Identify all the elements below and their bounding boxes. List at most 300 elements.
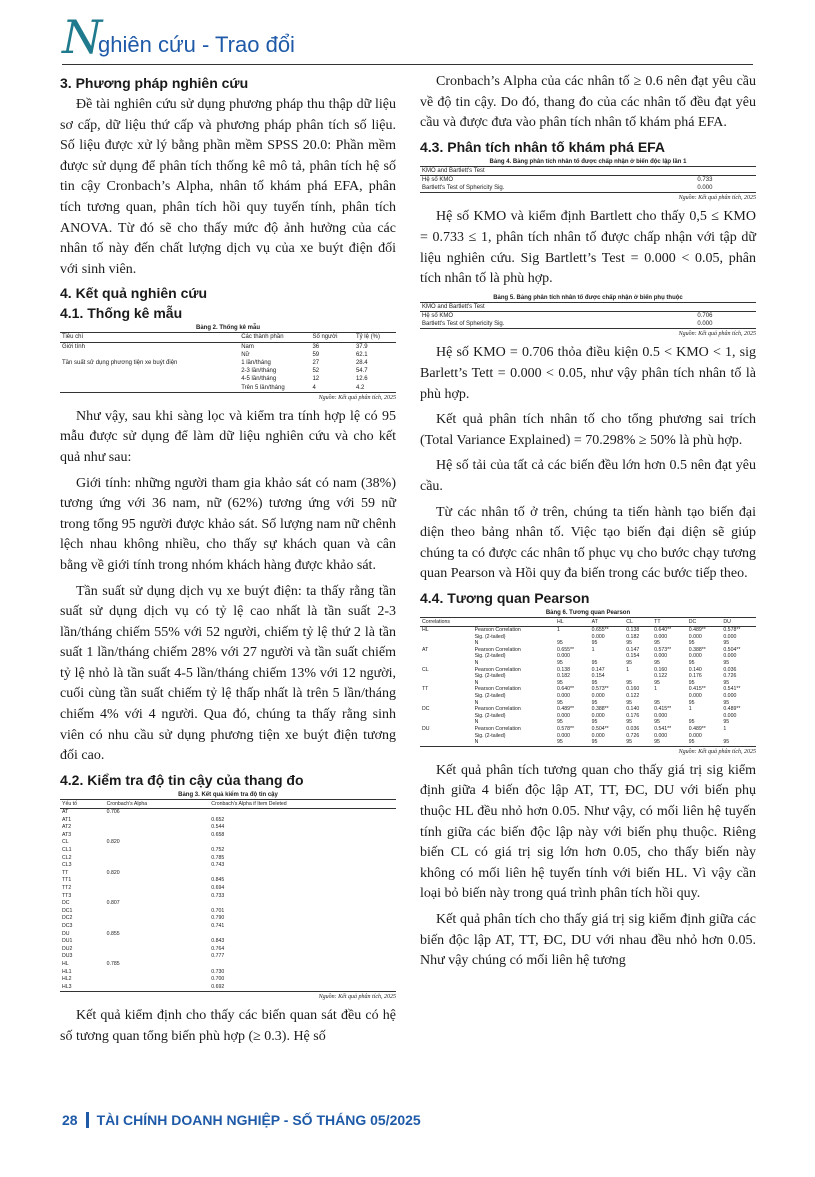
table-header: DU: [721, 617, 756, 626]
table-cell: 0.415**: [688, 686, 706, 693]
paragraph: Kết quả kiểm định cho thấy các biến quan sát đều có hệ số tương quan tổng biến phù hợp (≥ 0.3). Hệ số: [60, 1008, 396, 1044]
table-5-source: Nguồn: Kết quả phân tích, 2025: [678, 331, 756, 338]
table-cell: 95: [624, 739, 652, 746]
table-cell: 95: [688, 640, 695, 647]
table-cell: 1: [654, 686, 658, 693]
table-row: [60, 961, 396, 969]
table-cell: 95: [654, 719, 660, 726]
table-3-source: Nguồn: Kết quả phân tích, 2025: [318, 994, 396, 1001]
table-cell: [590, 653, 625, 660]
table-cell: HL: [62, 960, 69, 967]
table-cell: 95: [591, 679, 598, 686]
table-cell: 0.845: [211, 877, 225, 884]
table-cell: 28.4: [355, 359, 368, 366]
table-header: CL: [624, 617, 652, 626]
table-cell: 0.000: [695, 184, 756, 193]
table-row: [420, 713, 756, 720]
table-header: DC: [687, 617, 722, 626]
table-row: [60, 870, 396, 878]
table-cell: N: [473, 739, 555, 746]
table-header: HL: [555, 617, 590, 626]
table-cell: 0.807: [106, 900, 120, 907]
table-cell: 95: [626, 679, 633, 686]
table-cell: Hệ số KMO: [422, 312, 454, 319]
table-cell: Pearson Correlation: [474, 646, 521, 653]
table-row: [60, 847, 396, 855]
table-cell: 0.578**: [723, 627, 741, 634]
paragraph: Hệ số KMO = 0.706 thỏa điều kiện 0.5 < KMO < 1, sig Barlett’s Tett = 0.000 < 0.05, như vậy phân tích nhân tố là phù hợp.: [420, 345, 756, 402]
table-cell: 0.578**: [557, 726, 575, 733]
table-cell: [209, 961, 396, 969]
table-row: [420, 667, 756, 674]
table-cell: 0.504**: [723, 646, 741, 653]
paragraph: Giới tính: những người tham gia khảo sát có nam (38%) tương ứng với 36 nam, nữ (62%) tương ứng với 59 nữ trong tổng 95 người được khảo sát. Số lượng nam nữ chênh lệch nhau không nhiều, cho thấy sự khách quan và cân bằng về giới tính trong nhóm khách hàng được khảo sát.: [60, 475, 396, 573]
table-row: [60, 885, 396, 893]
table-cell: 12: [312, 376, 320, 383]
table-row: [420, 184, 756, 193]
table-2-caption: Bảng 2. Thống kê mẫu: [195, 325, 260, 332]
table-cell: 54.7: [355, 368, 368, 375]
table-cell: 0.000: [557, 712, 571, 719]
table-cell: [105, 855, 210, 863]
table-cell: 0.000: [591, 712, 605, 719]
table-cell: 0.036: [626, 726, 640, 733]
table-cell: [105, 877, 210, 885]
table-cell: 95: [723, 640, 730, 647]
table-cell: [209, 900, 396, 908]
table-cell: [105, 984, 210, 992]
paragraph: Kết quả phân tích cho thấy giá trị sig kiểm định giữa các biến độc lập AT, TT, ĐC, DU với nhau đều nhỏ hơn 0.05. Như vậy chúng có mối liên hệ tương: [420, 911, 756, 969]
table-header: Cronbach's Alpha: [105, 799, 210, 808]
table-cell: Sig. (2-tailed): [474, 712, 506, 719]
table-cell: [209, 870, 396, 878]
right-column: [420, 72, 756, 977]
table-cell: 0.000: [723, 633, 737, 640]
table-cell: 95: [626, 660, 633, 667]
table-row: [420, 320, 756, 329]
table-cell: 95: [626, 719, 633, 726]
table-row: [60, 367, 396, 375]
table-cell: 0.655**: [557, 646, 575, 653]
table-cell: 37.9: [355, 343, 368, 350]
table-cell: [420, 660, 473, 667]
table-header: Số người: [310, 333, 353, 342]
table-cell: [420, 733, 473, 740]
table-cell: DU: [422, 726, 430, 733]
header-initial: N: [62, 10, 103, 64]
table-cell: 0.122: [654, 673, 668, 680]
table-cell: HL: [422, 627, 429, 634]
table-cell: [60, 351, 239, 359]
table-cell: [105, 893, 210, 901]
table-cell: [105, 908, 210, 916]
table-cell: 0.160: [654, 666, 668, 673]
table-cell: 0.000: [723, 712, 737, 719]
section-4-title: 4. Kết quả nghiên cứu: [60, 285, 208, 302]
table-cell: 0.843: [211, 938, 225, 945]
table-cell: 95: [688, 660, 695, 667]
table-cell: Sig. (2-tailed): [474, 693, 506, 700]
table-3-caption: Bảng 3. Kết quả kiểm tra độ tin cậy: [178, 791, 278, 798]
table-cell: [105, 885, 210, 893]
table-cell: 0.785: [211, 854, 225, 861]
table-header: Các thành phần: [239, 333, 310, 342]
table-row: [420, 739, 756, 746]
table-cell: 95: [688, 679, 695, 686]
table-row: [420, 700, 756, 707]
table-cell: DC: [62, 900, 70, 907]
table-row: [60, 342, 396, 351]
table-cell: Sig. (2-tailed): [474, 732, 506, 739]
table-cell: DC2: [62, 915, 73, 922]
table-cell: 4.2: [354, 384, 396, 393]
journal-name: TÀI CHÍNH DOANH NGHIỆP - SỐ THÁNG 05/2025: [96, 1112, 421, 1128]
table-cell: 1: [591, 646, 595, 653]
table-cell: 1: [557, 627, 560, 634]
table-cell: 95: [557, 640, 563, 647]
table-cell: DC3: [62, 922, 73, 929]
table-row: [60, 953, 396, 961]
table-cell: 0.388**: [591, 706, 609, 713]
table-row: [60, 938, 396, 946]
table-row: [60, 862, 396, 870]
table-cell: 0.652: [211, 816, 225, 823]
table-cell: 95: [687, 739, 722, 746]
table-row: [420, 640, 756, 647]
table-cell: 95: [723, 679, 730, 686]
table-cell: 0.000: [557, 732, 571, 739]
table-2: [60, 332, 396, 392]
table-cell: [105, 953, 210, 961]
table-4-source: Nguồn: Kết quả phân tích, 2025: [678, 195, 756, 202]
table-cell: [105, 915, 210, 923]
table-cell: 0.000: [557, 693, 571, 700]
table-row: [420, 647, 756, 654]
table-cell: Pearson Correlation: [474, 686, 521, 693]
table-cell: DU3: [62, 953, 73, 960]
table-row: [420, 660, 756, 667]
table-header: Cronbach's Alpha if Item Deleted: [209, 799, 396, 808]
table-row: [420, 311, 756, 320]
table-cell: 0.147: [591, 666, 605, 673]
table-cell: [420, 693, 473, 700]
table-cell: [555, 634, 590, 641]
table-cell: Pearson Correlation: [474, 666, 521, 673]
table-cell: 0.504**: [591, 726, 609, 733]
table-cell: CL: [422, 666, 429, 673]
paragraph: Đề tài nghiên cứu sử dụng phương pháp thu thập dữ liệu sơ cấp, dữ liệu thứ cấp và phương pháp phân tích số liệu. Số liệu được xử lý bằng phần mềm SPSS 20.0: Phần mềm được sử dụng để phân tích thống kê mô tả, phân tích hệ số tin cậy Cronbach’s Alpha, nhân tố khám phá EFA, phân tích tương quan, phân tích hồi quy tuyến tính, phân tích ANOVA. Từ đó sẽ cho thấy mức độ ảnh hưởng của các nhân tố này đến chất lượng dịch vụ của xe buýt điện đối với sinh viên.: [60, 97, 396, 277]
table-cell: TT: [422, 686, 429, 693]
table-cell: 0.489**: [557, 706, 575, 713]
table-header: AT: [590, 617, 625, 626]
table-cell: [105, 976, 210, 984]
table-cell: 4-5 lần/tháng: [241, 376, 277, 383]
page-footer: [62, 1112, 421, 1128]
table-cell: DU1: [62, 938, 73, 945]
table-cell: Sig. (2-tailed): [474, 673, 506, 680]
table-cell: 0.000: [591, 633, 605, 640]
table-cell: DC: [422, 706, 430, 713]
table-cell: 0.764: [211, 945, 225, 952]
table-row: [60, 877, 396, 885]
table-cell: 0.733: [697, 176, 713, 183]
table-cell: 0.489**: [688, 627, 706, 634]
table-row: [60, 359, 396, 367]
table-cell: 95: [652, 739, 687, 746]
table-cell: 0.700: [211, 976, 225, 983]
table-cell: AT: [422, 646, 429, 653]
table-row: [420, 680, 756, 687]
table-cell: 95: [591, 660, 598, 667]
table-cell: 95: [723, 699, 730, 706]
table-cell: 0.000: [591, 732, 605, 739]
table-cell: 0.489**: [688, 726, 706, 733]
table-row: [60, 824, 396, 832]
table-5: [420, 302, 756, 330]
table-cell: 0.692: [209, 984, 396, 992]
table-cell: 0.154: [626, 653, 640, 660]
table-header: Yếu tố: [60, 799, 105, 808]
table-cell: 0.706: [697, 312, 713, 319]
table-cell: 0.000: [654, 653, 668, 660]
table-cell: 36: [312, 343, 320, 350]
table-cell: Nữ: [241, 351, 250, 358]
table-cell: 1: [723, 726, 727, 733]
table-cell: 0.036: [723, 666, 737, 673]
footer-divider: [86, 1112, 89, 1128]
table-cell: 95: [557, 660, 563, 667]
table-cell: 0.726: [723, 673, 737, 680]
table-cell: 0.122: [626, 693, 640, 700]
table-cell: 0.541**: [654, 726, 672, 733]
section-3-title: 3. Phương pháp nghiên cứu: [60, 75, 249, 91]
table-row: [60, 900, 396, 908]
header-title: ghiên cứu - Trao đổi: [98, 32, 295, 57]
table-cell: 95: [626, 699, 633, 706]
table-cell: 0.706: [106, 809, 120, 816]
table-cell: [105, 938, 210, 946]
table-row: [420, 653, 756, 660]
table-cell: 0.573**: [654, 646, 672, 653]
table-cell: 0.726: [626, 732, 640, 739]
table-cell: 0.000: [688, 693, 702, 700]
table-cell: AT: [62, 809, 69, 816]
table-corner: Correlations: [420, 617, 473, 626]
table-6-source: Nguồn: Kết quả phân tích, 2025: [678, 748, 756, 755]
table-cell: DU: [62, 930, 70, 937]
table-6-caption: Bảng 6. Tương quan Pearson: [545, 609, 631, 616]
table-cell: 0.752: [211, 847, 225, 854]
table-row: [60, 908, 396, 916]
table-row: [60, 817, 396, 825]
table-cell: HL3: [60, 984, 105, 992]
table-cell: 0.733: [211, 892, 225, 899]
table-row: [60, 351, 396, 359]
table-row: [60, 915, 396, 923]
table-cell: Nam: [241, 343, 254, 350]
table-cell: 0.176: [688, 673, 702, 680]
table-cell: 95: [654, 640, 660, 647]
table-cell: 0.182: [626, 633, 640, 640]
table-row: [60, 839, 396, 847]
table-cell: 0.140: [688, 666, 702, 673]
table-cell: [209, 839, 396, 847]
table-cell: 95: [557, 699, 563, 706]
table-cell: 95: [555, 739, 590, 746]
table-cell: 1: [626, 666, 630, 673]
table-cell: [60, 384, 239, 393]
paragraph: Từ các nhân tố ở trên, chúng ta tiến hành tạo biến đại diện theo bảng nhân tố. Việc tạo biến đại diện sẽ giúp chúng ta có được các nhân tố phục vụ cho bước chạy tương quan Pearson và Hồi quy đa biến trong các bước tiếp theo.: [420, 504, 756, 582]
section-4-4-title: 4.4. Tương quan Pearson: [420, 589, 590, 606]
table-cell: 12.6: [355, 376, 368, 383]
table-cell: 0.541**: [723, 686, 741, 693]
paragraph: Kết quả phân tích tương quan cho thấy giá trị sig kiểm định giữa 4 biến độc lập AT, TT, ĐC, DU với biến phụ thuộc HL đều nhỏ hơn 0.05. Như vậy, có mối liên hệ tuyến tính giữa các biến độc lập này với biến phụ thuộc. Riêng biến CL có giá trị sig lớn hơn 0.05, cho thấy biến này không có mối liên hệ tuyến tính với biến HL. Vì vậy cần loại bỏ biến này trong quá trình phân tích hồi quy.: [420, 762, 756, 902]
table-cell: 0.176: [626, 712, 640, 719]
table-cell: [420, 640, 473, 647]
table-cell: [60, 375, 239, 383]
table-cell: TT2: [62, 885, 72, 891]
table-cell: Bartlett's Test of Sphericity Sig.: [420, 320, 695, 329]
table-row: [420, 627, 756, 634]
table-cell: Hệ số KMO: [422, 176, 454, 183]
table-cell: CL2: [62, 854, 72, 861]
table-cell: 0.655**: [591, 627, 609, 634]
table-cell: CL: [62, 839, 69, 846]
table-cell: DU2: [62, 945, 73, 952]
table-cell: AT2: [62, 824, 72, 831]
table-row: [60, 375, 396, 383]
table-cell: 0.785: [106, 960, 120, 967]
table-cell: 0.730: [211, 968, 225, 975]
table-cell: 52: [312, 368, 320, 375]
table-6: [420, 617, 756, 747]
table-cell: [60, 367, 239, 375]
table-cell: [420, 700, 473, 707]
table-cell: AT3: [62, 831, 72, 838]
table-cell: 4: [310, 384, 353, 393]
table-cell: Trên 5 lần/tháng: [239, 384, 310, 393]
table-2-source: Nguồn: Kết quả phân tích, 2025: [318, 394, 396, 401]
table-cell: 0.000: [654, 712, 668, 719]
table-cell: HL1: [62, 968, 72, 975]
table-cell: N: [474, 640, 479, 647]
table-cell: DC1: [62, 907, 73, 914]
table-cell: 0.640**: [654, 627, 672, 634]
table-cell: 0.182: [557, 673, 571, 680]
table-cell: 59: [312, 351, 320, 358]
table-cell: Pearson Correlation: [474, 627, 521, 634]
table-cell: [420, 634, 473, 641]
table-cell: 95: [688, 699, 695, 706]
table-cell: 0.743: [211, 862, 225, 869]
table-cell: [624, 673, 652, 680]
paragraph: Hệ số KMO và kiểm định Bartlett cho thấy 0,5 ≤ KMO = 0.733 ≤ 1, phân tích nhân tố được chấp nhận với tập dữ liệu nghiên cứu. Sig Bartlett’s Test = 0.000 < 0.05, phân tích nhân tố là phù hợp.: [420, 209, 756, 287]
header-rule: [62, 64, 753, 65]
table-row: [420, 719, 756, 726]
table-row: [420, 673, 756, 680]
table-cell: 0.000: [723, 653, 737, 660]
table-cell: 0.000: [591, 693, 605, 700]
table-cell: 0.415**: [654, 706, 672, 713]
table-cell: 62.1: [355, 351, 368, 358]
table-cell: 1: [688, 706, 692, 713]
table-cell: 95: [557, 679, 563, 686]
table-cell: 95: [721, 739, 756, 746]
table-cell: 0.000: [654, 633, 668, 640]
table-cell: 0.790: [211, 915, 225, 922]
table-cell: 0.741: [211, 922, 225, 929]
table-row: [60, 893, 396, 901]
table-cell: 0.820: [106, 839, 120, 846]
table-cell: 0.160: [626, 686, 640, 693]
table-cell: 0.855: [106, 930, 120, 937]
table-cell: [105, 946, 210, 954]
table-title-row: KMO and Bartlett's Test: [420, 302, 695, 311]
table-cell: 95: [557, 719, 563, 726]
table-cell: [420, 653, 473, 660]
table-cell: Tần suất sử dụng phương tiện xe buýt điện: [62, 359, 178, 366]
table-row: [60, 946, 396, 954]
table-cell: Pearson Correlation: [474, 726, 521, 733]
table-cell: 0.138: [626, 627, 640, 634]
table-cell: 0.489**: [723, 706, 741, 713]
table-cell: Sig. (2-tailed): [474, 653, 506, 660]
table-cell: 0.658: [211, 831, 225, 838]
table-cell: 95: [654, 660, 660, 667]
table-cell: 0.573**: [591, 686, 609, 693]
table-cell: Giới tính: [62, 343, 85, 350]
table-cell: Pearson Correlation: [474, 706, 521, 713]
table-header: Tiêu chí: [60, 333, 239, 342]
table-row: [60, 923, 396, 931]
table-row: [420, 634, 756, 641]
table-cell: 95: [654, 679, 660, 686]
paragraph: Như vậy, sau khi sàng lọc và kiểm tra tính hợp lệ có 95 mẫu được sử dụng để làm dữ liệu nghiên cứu và cho kết quả như sau:: [60, 408, 396, 465]
table-cell: N: [474, 699, 479, 706]
table-5-caption: Bảng 5. Bảng phân tích nhân tố được chấp nhận ở biến phụ thuộc: [493, 294, 683, 301]
table-4-caption: Bảng 4. Bảng phân tích nhân tố được chấp nhận ở biến độc lập lần 1: [489, 158, 687, 165]
table-cell: 0.820: [106, 869, 120, 876]
table-cell: N: [474, 660, 479, 667]
table-row: [60, 969, 396, 977]
table-cell: N: [474, 679, 479, 686]
table-row: [420, 175, 756, 184]
table-cell: 0.000: [654, 732, 668, 739]
table-cell: [687, 713, 722, 720]
table-cell: 0.000: [695, 320, 756, 329]
table-row: [60, 931, 396, 939]
table-cell: 95: [654, 699, 660, 706]
table-cell: CL3: [62, 862, 72, 869]
table-cell: [420, 680, 473, 687]
table-cell: [420, 719, 473, 726]
table-cell: 95: [591, 640, 598, 647]
section-4-3-title: 4.3. Phân tích nhân tố khám phá EFA: [420, 138, 666, 155]
table-cell: 0.694: [211, 885, 225, 891]
table-cell: 95: [591, 719, 598, 726]
table-cell: 0.777: [211, 953, 225, 960]
table-3: [60, 799, 396, 992]
table-cell: 0.147: [626, 646, 640, 653]
table-cell: [721, 733, 756, 740]
table-title-row: KMO and Bartlett's Test: [420, 166, 695, 175]
table-cell: [209, 931, 396, 939]
table-cell: [105, 862, 210, 870]
table-cell: 2-3 lần/tháng: [241, 368, 277, 375]
paragraph: Hệ số tải của tất cả các biến đều lớn hơn 0.5 nên đạt yêu cầu.: [420, 458, 756, 494]
table-cell: 0.000: [688, 732, 702, 739]
table-cell: 0.701: [211, 907, 225, 914]
